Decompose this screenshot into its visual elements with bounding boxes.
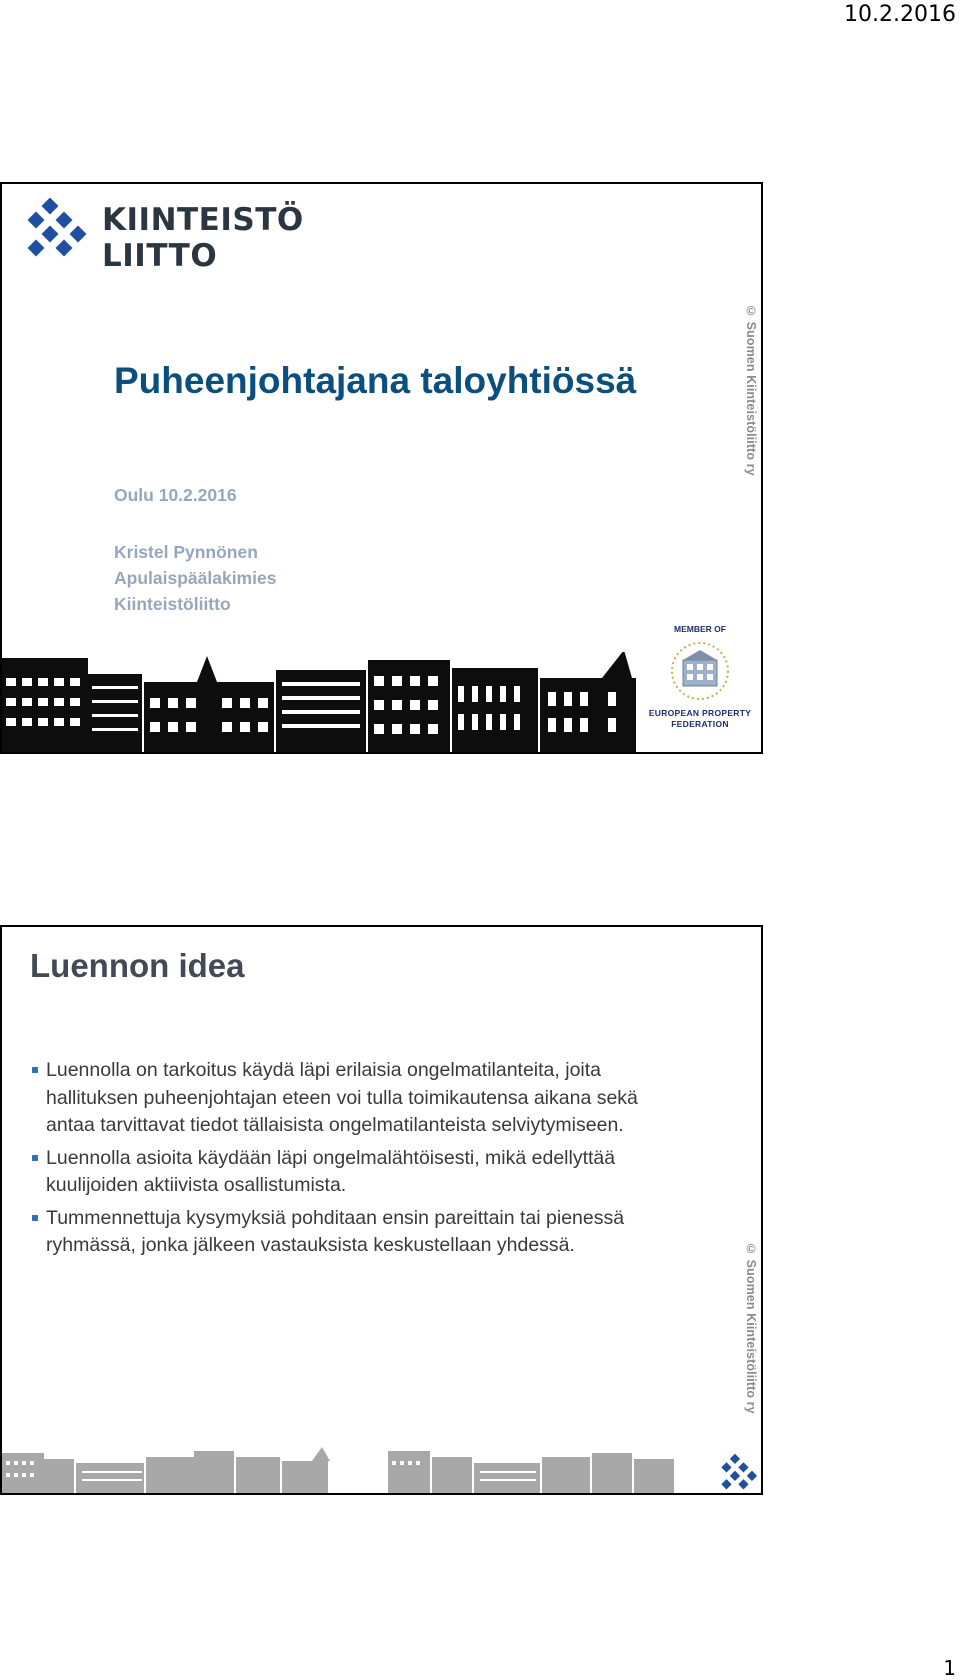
title-slide (0, 182, 763, 754)
city-skyline-strip (2, 1447, 712, 1493)
list-item (32, 1057, 692, 1140)
list-item (32, 1145, 692, 1200)
bullet-square-icon (32, 1067, 38, 1073)
page-date: 10.2.2016 (844, 2, 956, 27)
page-number: 1 (943, 1656, 956, 1680)
bullet-list (32, 1057, 692, 1265)
bullet-square-icon (32, 1155, 38, 1161)
logo-line2: LIITTO (102, 238, 218, 274)
federation-name-line2: FEDERATION (671, 719, 729, 729)
speaker-role: Apulaispäälakimies (114, 568, 277, 588)
speaker-org: Kiinteistöliitto (114, 594, 231, 614)
logo-text (102, 202, 304, 274)
federation-name-line1: EUROPEAN PROPERTY (648, 708, 752, 718)
federation-name (640, 708, 760, 730)
speaker-name: Kristel Pynnönen (114, 542, 258, 562)
diamond-logo-icon (22, 198, 88, 264)
bullet-text: Tummennettuja kysymyksiä pohditaan ensin pareittain tai pienessä ryhmässä, jonka jälkeen vastauksista keskustellaan yhdessä. (46, 1206, 625, 1256)
city-skyline-illustration (2, 652, 642, 752)
place-date: Oulu 10.2.2016 (114, 485, 237, 505)
slide-title: Luennon idea (30, 947, 245, 984)
copyright-notice: © Suomen Kiinteistöliitto ry (744, 304, 758, 476)
diamond-logo-icon (718, 1454, 758, 1494)
slide-title: Puheenjohtajana taloyhtiössä (114, 360, 637, 401)
logo-line1: KIINTEISTÖ (102, 202, 304, 238)
speaker-info (114, 539, 276, 617)
list-item (32, 1205, 692, 1260)
federation-emblem-icon (669, 640, 731, 702)
bullet-text: Luennolla asioita käydään läpi ongelmalähtöisesti, mikä edellyttää kuulijoiden aktiivista osallistumista. (46, 1146, 616, 1196)
copyright-notice: © Suomen Kiinteistöliitto ry (744, 1242, 758, 1414)
member-of-label: MEMBER OF (674, 624, 726, 634)
bullet-square-icon (32, 1215, 38, 1221)
bullet-text: Luennolla on tarkoitus käydä läpi erilaisia ongelmatilanteita, joita hallituksen puheenjohtajan eteen voi tulla toimikautensa aikana sekä antaa tarvittavat tiedot tällaisista ongelmatilanteista selviytymiseen. (46, 1059, 638, 1136)
federation-badge (640, 624, 760, 729)
content-slide (0, 925, 763, 1495)
kiinteistoliitto-logo (22, 198, 304, 274)
